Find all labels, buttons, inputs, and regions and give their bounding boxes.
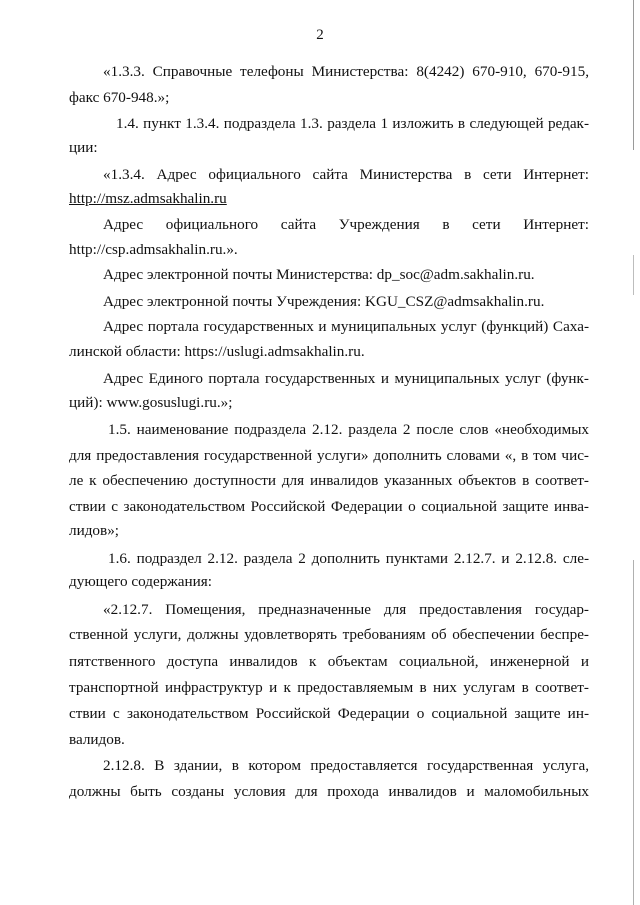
text-line: 1.5. наименование подраздела 2.12. раздела 2 после слов «необходимых <box>108 421 589 438</box>
text-line: ле к обеспечению доступности для инвалидов указанных объектов в соответ- <box>69 472 589 489</box>
text-line: 2.12.8. В здании, в котором предоставляется государственная услуга, <box>103 757 589 774</box>
text-line: ственной услуги, должны удовлетворять требованиям об обеспечении беспре- <box>69 626 589 643</box>
text-line: Адрес портала государственных и муниципальных услуг (функций) Саха- <box>103 318 589 335</box>
text-line: Адрес Единого портала государственных и муниципальных услуг (функ- <box>103 370 589 387</box>
text-line: дующего содержания: <box>69 573 212 590</box>
text-line: факс 670-948.»; <box>69 89 170 106</box>
text-line: Адрес электронной почты Учреждения: KGU_CSZ@admsakhalin.ru. <box>103 293 545 310</box>
scan-edge-mark <box>633 0 634 150</box>
text-line: пятственного доступа инвалидов к объектам социальной, инженерной и <box>69 653 589 670</box>
text-line: Адрес электронной почты Министерства: dp_soc@adm.sakhalin.ru. <box>103 266 535 283</box>
text-line: http://csp.admsakhalin.ru.». <box>69 241 238 258</box>
scan-edge-mark <box>633 255 634 295</box>
text-line: Адрес официального сайта Учреждения в сети Интернет: <box>103 216 589 233</box>
text-line: линской области: https://uslugi.admsakhalin.ru. <box>69 343 365 360</box>
text-line: ствии с законодательством Российской Федерации о социальной защите инва- <box>69 498 589 515</box>
text-line: «1.3.4. Адрес официального сайта Министерства в сети Интернет: <box>103 166 589 183</box>
text-line: ствии с законодательством Российской Федерации о социальной защите ин- <box>69 705 589 722</box>
page-number: 2 <box>316 27 324 43</box>
website-link[interactable]: http://msz.admsakhalin.ru <box>69 190 227 207</box>
text-line: лидов»; <box>69 522 120 539</box>
text-line: валидов. <box>69 731 125 748</box>
text-line: 1.6. подраздел 2.12. раздела 2 дополнить пунктами 2.12.7. и 2.12.8. сле- <box>108 550 589 567</box>
text-line: транспортной инфраструктур и к предоставляемым в них услугам в соответ- <box>69 679 589 696</box>
scan-edge-mark <box>633 560 634 905</box>
text-line: ции: <box>69 139 98 156</box>
text-line: «1.3.3. Справочные телефоны Министерства: 8(4242) 670-910, 670-915, <box>103 63 589 80</box>
text-line: должны быть созданы условия для прохода инвалидов и маломобильных <box>69 783 589 800</box>
text-line: «2.12.7. Помещения, предназначенные для предоставления государ- <box>103 601 589 618</box>
text-line: ций): www.gosuslugi.ru.»; <box>69 394 233 411</box>
text-line: 1.4. пункт 1.3.4. подраздела 1.3. раздела 1 изложить в следующей редак- <box>116 115 589 132</box>
text-line: для предоставления государственной услуги» дополнить словами «, в том чис- <box>69 447 589 464</box>
